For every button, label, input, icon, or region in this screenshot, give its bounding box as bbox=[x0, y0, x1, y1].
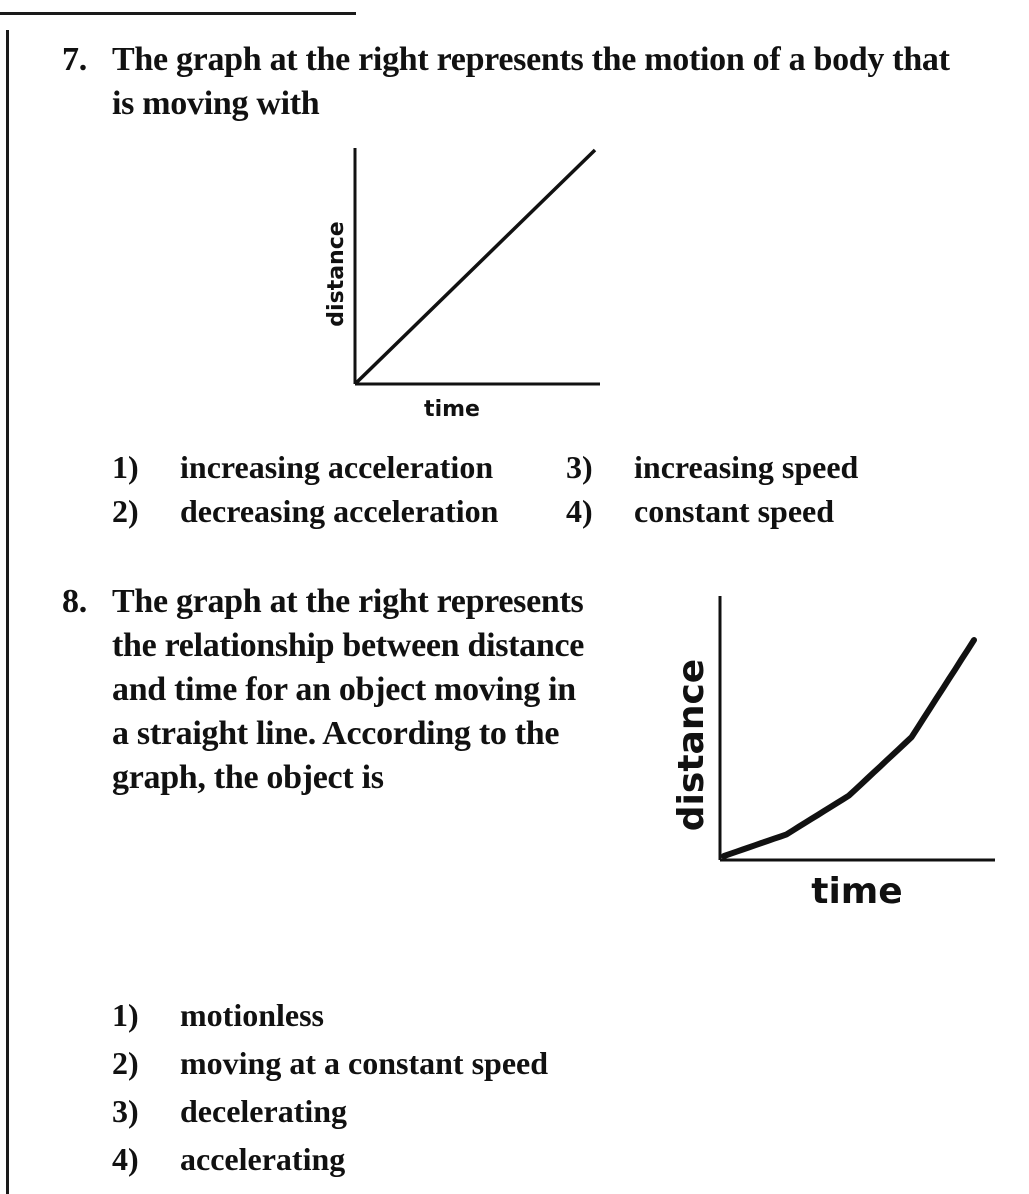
question-7-text-line-1: The graph at the right represents the motion of a body that bbox=[112, 41, 950, 78]
question-8-text-line-1: The graph at the right represents bbox=[112, 583, 584, 620]
question-8-text-line-5: graph, the object is bbox=[112, 759, 384, 796]
choice-number: 1) bbox=[112, 449, 139, 485]
choice-number: 3) bbox=[112, 1093, 139, 1129]
q7-choice-3[interactable] bbox=[566, 449, 966, 485]
q8-choice-2[interactable] bbox=[112, 1045, 612, 1081]
choice-number: 2) bbox=[112, 493, 139, 529]
choice-text: decelerating bbox=[180, 1093, 348, 1129]
q8-x-axis-label: time bbox=[811, 871, 903, 912]
q8-choice-1[interactable] bbox=[112, 997, 612, 1033]
choice-number: 4) bbox=[112, 1141, 139, 1177]
question-8 bbox=[0, 560, 640, 820]
q8-choice-4[interactable] bbox=[112, 1141, 612, 1177]
q7-choice-2[interactable] bbox=[112, 493, 542, 529]
choice-text: moving at a constant speed bbox=[180, 1045, 549, 1081]
q8-choice-3[interactable] bbox=[112, 1093, 612, 1129]
choice-text: decreasing acceleration bbox=[180, 493, 499, 529]
q8-y-axis-label: distance bbox=[671, 658, 712, 832]
choice-text: increasing speed bbox=[634, 449, 859, 485]
choice-text: constant speed bbox=[634, 493, 835, 529]
choice-number: 4) bbox=[566, 493, 593, 529]
question-8-number: 8. bbox=[62, 583, 87, 620]
question-8-text-line-2: the relationship between distance bbox=[112, 627, 585, 664]
question-8-text-line-3: and time for an object moving in bbox=[112, 671, 576, 708]
choice-number: 2) bbox=[112, 1045, 139, 1081]
choice-number: 3) bbox=[566, 449, 593, 485]
q7-y-axis-label: distance bbox=[324, 221, 349, 327]
choice-text: accelerating bbox=[180, 1141, 346, 1177]
choice-text: increasing acceleration bbox=[180, 449, 494, 485]
q7-choice-4[interactable] bbox=[566, 493, 966, 529]
question-7-number: 7. bbox=[62, 41, 87, 78]
q7-choice-1[interactable] bbox=[112, 449, 532, 485]
choice-number: 1) bbox=[112, 997, 139, 1033]
choice-text: motionless bbox=[180, 997, 324, 1033]
question-7-text-line-2: is moving with bbox=[112, 85, 320, 122]
q7-x-axis-label: time bbox=[424, 397, 480, 422]
q8-data-curve bbox=[724, 640, 974, 856]
question-8-text-line-4: a straight line. According to the bbox=[112, 715, 560, 752]
